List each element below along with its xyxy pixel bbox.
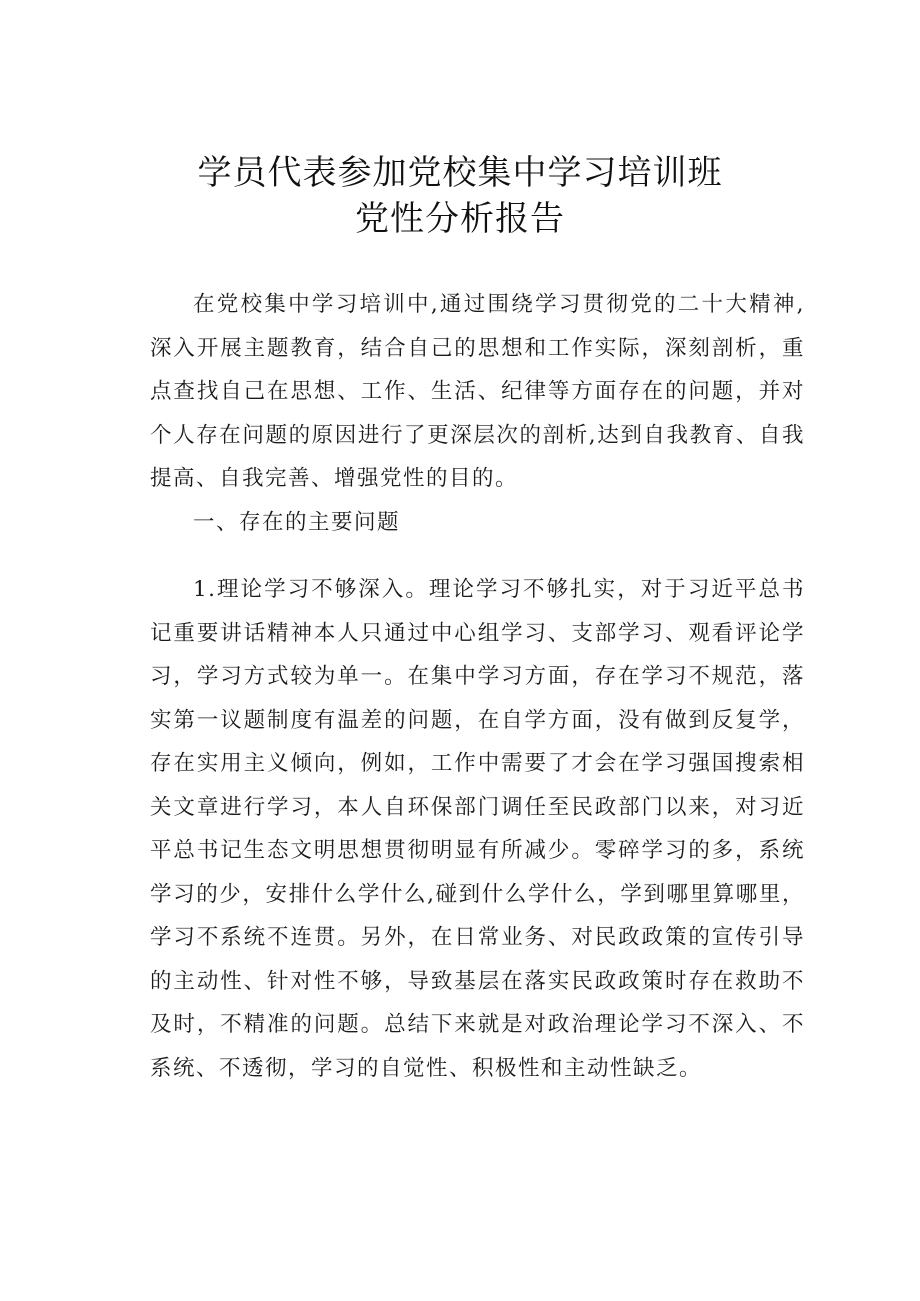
document-title [0,150,920,242]
intro-paragraph: 在党校集中学习培训中,通过围绕学习贯彻党的二十大精神,深入开展主题教育，结合自己的思想和工作实际，深刻剖析，重点查找自己在思想、工作、生活、纪律等方面存在的问题，并对个人存在问题的原因进行了更深层次的剖析,达到自我教育、自我提高、自我完善、增强党性的目的。 [150,292,805,491]
title-line-1: 学员代表参加党校集中学习培训班 [197,153,723,193]
problem-item-1: 1.理论学习不够深入。理论学习不够扎实，对于习近平总书记重要讲话精神本人只通过中心组学习、支部学习、观看评论学习，学习方式较为单一。在集中学习方面，存在学习不规范，落实第一议题制度有温差的问题，在自学方面，没有做到反复学，存在实用主义倾向，例如，工作中需要了才会在学习强国搜索相关文章进行学习，本人自环保部门调任至民政部门以来，对习近平总书记生态文明思想贯彻明显有所减少。零碎学习的多，系统学习的少，安排什么学什么,碰到什么学什么，学到哪里算哪里，学习不系统不连贯。另外，在日常业务、对民政政策的宣传引导的主动性、针对性不够，导致基层在落实民政政策时存在救助不及时，不精准的问题。总结下来就是对政治理论学习不深入、不系统、不透彻，学习的自觉性、积极性和主动性缺乏。 [150,577,805,1081]
document-body [150,283,805,1090]
section-spacer [150,544,805,568]
section-heading: 一、存在的主要问题 [193,509,401,535]
title-line-2: 党性分析报告 [355,199,565,239]
